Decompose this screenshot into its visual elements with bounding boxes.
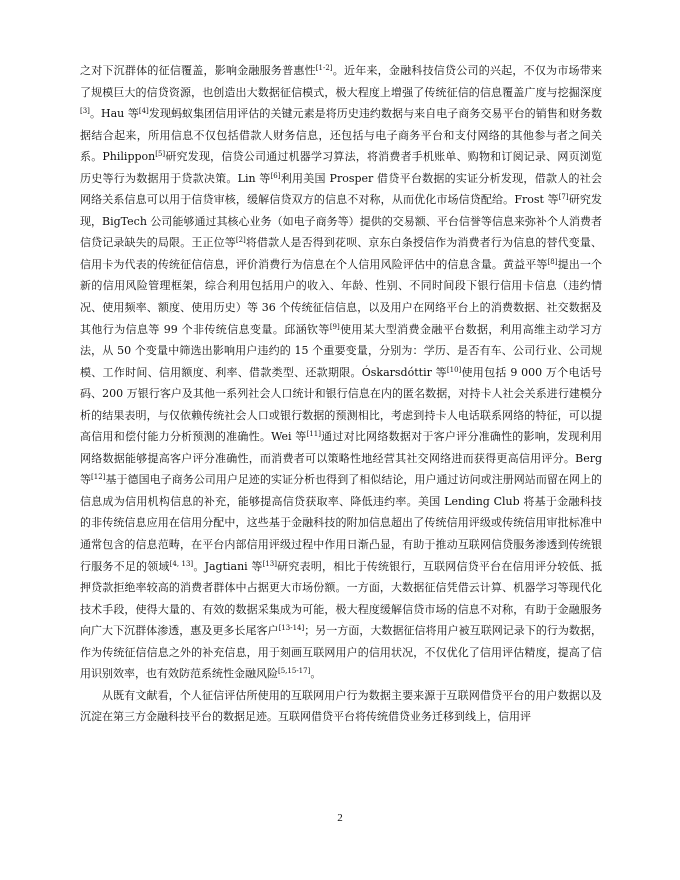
body-text	[80, 60, 602, 728]
citation-marker: [1-2]	[315, 64, 333, 72]
citation-marker: [4, 13]	[169, 559, 194, 568]
citation-marker: [13]	[262, 559, 277, 568]
paragraph-text: ；另一方面，大数据征信将用户被互联网记录下的行为数据，作为传统征信信息之外的补充信息，用于刻画互联网用户的信用状况，不仅优化了信用评估精度，提高了信用识别效率，也有效防范系统性金融风险	[80, 624, 603, 681]
paragraph-text: 。近年来，金融科技信贷公司的兴起，不仅为市场带来了规模巨大的信贷资源，也创造出大数据征信模式，极大程度上增强了传统征信的信息覆盖广度与挖掘深度	[80, 64, 603, 99]
citation-marker: [6]	[270, 171, 281, 180]
paragraph-text: 。Hau 等	[89, 107, 139, 121]
paragraph-text: 将借款人是否得到花呗、京东白条授信作为消费者行为信息的替代变量、信用卡为代表的传统征信信息，评价消费行为信息在个人信用风险评估中的信息含量。黄益平等	[80, 236, 603, 271]
citation-marker: [12]	[91, 473, 106, 482]
citation-marker: [2]	[235, 236, 246, 245]
citation-marker: [4]	[138, 107, 149, 116]
paragraph-text: 。Jagtiani 等	[193, 559, 263, 573]
paragraph-text: 通过对比网络数据对于客户评分准确性的影响，发现利用网络数据能够提高客户评分准确性，而消费者可以策略性地经营其社交网络进而获得更高信用评分。Berg 等	[80, 430, 603, 487]
citation-marker: [3]	[80, 107, 90, 116]
citation-marker: [5]	[155, 150, 166, 159]
citation-marker: [13-14]	[278, 624, 305, 633]
citation-marker: [5,15-17]	[278, 667, 311, 676]
paragraph-text: 利用美国 Prosper 借贷平台数据的实证分析发现，借款人的社会网络关系信息可以用于信贷审核，缓解信贷双方的信息不对称，从而优化市场信贷配给。Frost 等	[80, 171, 602, 207]
body-paragraph	[80, 685, 602, 728]
paragraph-text: 使用包括 9 000 万个电话号码、200 万银行客户及其他一系列社会人口统计和银行信息在内的匿名数据，对持卡人社会关系进行建模分析的结果表明，与仅依赖传统社会人口或银行数据的预测相比，考虑到持卡人电话联系网络的特征，可以提高信用和偿付能力分析预测的准确性。Wei 等	[80, 365, 602, 444]
paragraph-text: 基于德国电子商务公司用户足迹的实证分析也得到了相似结论，用户通过访问或注册网站而留在网上的信息成为信用机构信息的补充，能够提高信贷获取率、降低违约率。美国 Lending Club 将基于金融科技的非传统信息应用在信用分配中，这些基于金融科技的附加信息超出了传统信用评级或传统信用审批标准中通常包含的信息范畴，在平台内部信用评级过程中作用日渐凸显，有助于推动互联网信贷服务渗透到传统银行服务不足的领域	[80, 473, 603, 573]
paragraph-text: 提出一个新的信用风险管理框架，综合利用包括用户的收入、年龄、性别、不同时间段下银行信用卡信息（违约情况、使用频率、额度、使用历史）等 36 个传统征信信息，以及用户在网络平台上的消费数据、社交数据及其他行为信息等 99 个非传统信息变量。邱涵钦等	[80, 257, 602, 336]
paragraph-text: 研究发现，信贷公司通过机器学习算法，将消费者手机账单、购物和订阅记录、网页浏览历史等行为数据用于贷款决策。Lin 等	[80, 150, 602, 185]
paragraph-text: 研究发现，BigTech 公司能够通过其核心业务（如电子商务等）提供的交易额、平台信誉等信息来弥补个人消费者信贷记录缺失的局限。王正位等	[80, 193, 603, 250]
citation-marker: [8]	[547, 257, 558, 266]
paragraph-text: 之对下沉群体的征信覆盖，影响金融服务普惠性	[80, 64, 316, 77]
citation-marker: [11]	[306, 430, 321, 439]
page-number: 2	[337, 812, 343, 824]
paragraph-text: 使用某大型消费金融平台数据，利用高维主动学习方法，从 50 个变量中筛选出影响用户违约的 15 个重要变量，分别为：学历、是否有车、公司行业、公司规模、工作时间、信用额度、利率、借款类型、还款期限。Óskarsdóttir 等	[80, 322, 602, 379]
citation-marker: [10]	[446, 365, 462, 374]
paragraph-text: 。	[310, 667, 322, 681]
citation-marker: [7]	[558, 193, 569, 202]
paragraph-text: 从既有文献看，个人征信评估所使用的互联网用户行为数据主要来源于互联网借贷平台的用户数据以及沉淀在第三方金融科技平台的数据足迹。互联网借贷平台将传统借贷业务迁移到线上，信用评	[80, 688, 602, 724]
paragraph-text: 发现蚂蚁集团信用评估的关键元素是将历史违约数据与来自电子商务交易平台的销售和财务数据结合起来，所用信息不仅包括借款人财务信息，还包括与电子商务平台和支付网络的其他参与者之间关系。Philippon	[80, 107, 603, 164]
citation-marker: [9]	[329, 322, 340, 331]
paragraph-text: 研究表明，相比于传统银行，互联网信贷平台在信用评分较低、抵押贷款拒绝率较高的消费者群体中占据更大市场份额。一方面，大数据征信凭借云计算、机器学习等现代化技术手段，使得大量的、有效的数据采集成为可能，极大程度缓解信贷市场的信息不对称，有助于金融服务向广大下沉群体渗透，惠及更多长尾客户	[80, 559, 602, 638]
paper-page	[80, 60, 602, 820]
body-paragraph	[80, 60, 602, 685]
